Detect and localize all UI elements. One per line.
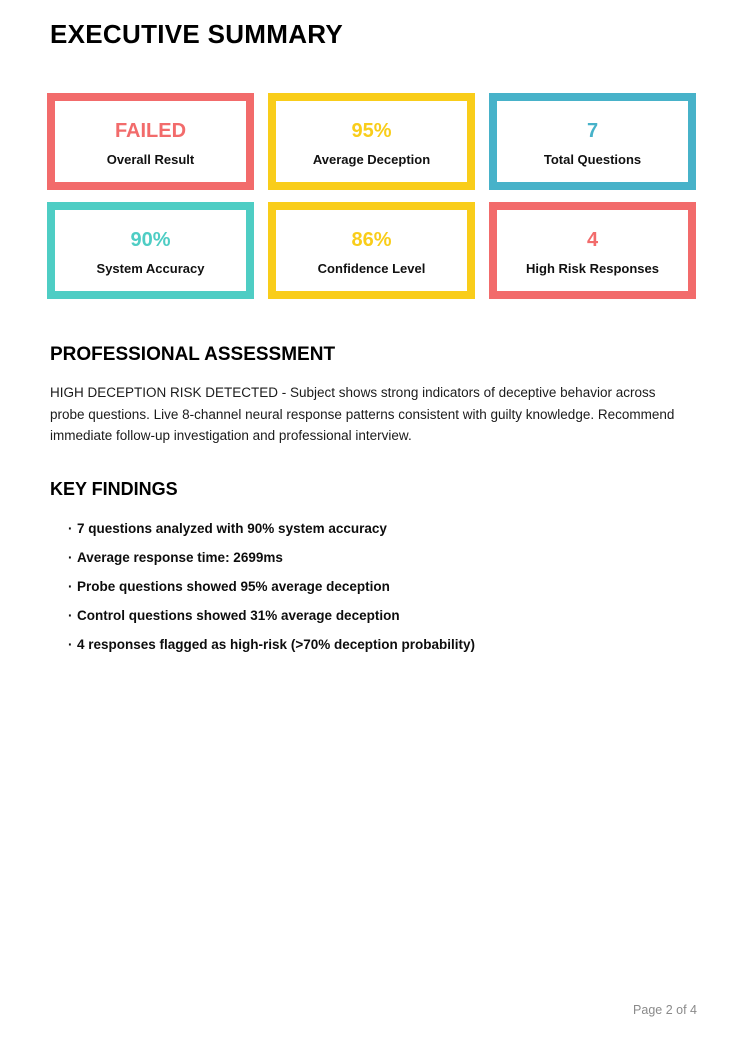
list-item xyxy=(50,551,693,565)
bullet-icon: · xyxy=(68,607,73,623)
stat-card-total-questions xyxy=(489,93,696,190)
stat-card-system-accuracy xyxy=(47,202,254,299)
finding-text: Average response time: 2699ms xyxy=(77,549,283,565)
assessment-paragraph: HIGH DECEPTION RISK DETECTED - Subject shows strong indicators of deceptive behavior across probe questions. Live 8-channel neural response patterns consistent with guilty knowledge. Recommend immediate follow-up investigation and professional interview. xyxy=(50,385,675,443)
finding-text: Control questions showed 31% average deception xyxy=(77,607,400,623)
stat-value: 86% xyxy=(351,229,392,251)
assessment-heading: PROFESSIONAL ASSESSMENT xyxy=(50,344,336,365)
stat-card-overall-result xyxy=(47,93,254,190)
stat-cards-grid xyxy=(47,93,696,299)
page-number: Page 2 of 4 xyxy=(633,1003,697,1017)
bullet-icon: · xyxy=(68,578,73,594)
bullet-icon: · xyxy=(68,520,73,536)
stat-value: FAILED xyxy=(114,120,187,142)
finding-text: 4 responses flagged as high-risk (>70% deception probability) xyxy=(77,636,475,652)
bullet-icon: · xyxy=(68,549,73,565)
page-title: EXECUTIVE SUMMARY xyxy=(50,19,344,49)
key-findings-heading: KEY FINDINGS xyxy=(50,478,178,499)
stat-value: 95% xyxy=(351,120,392,142)
list-item xyxy=(50,638,693,652)
stat-label: Average Deception xyxy=(312,152,431,167)
bullet-icon: · xyxy=(68,636,73,652)
stat-label: Confidence Level xyxy=(317,261,426,276)
stat-value: 7 xyxy=(586,120,599,142)
stat-value: 4 xyxy=(586,229,599,251)
stat-card-confidence-level xyxy=(268,202,475,299)
key-findings-list xyxy=(50,522,693,652)
list-item xyxy=(50,522,693,536)
stat-label: System Accuracy xyxy=(96,261,205,276)
list-item xyxy=(50,609,693,623)
list-item xyxy=(50,580,693,594)
stat-value: 90% xyxy=(130,229,171,251)
finding-text: 7 questions analyzed with 90% system accuracy xyxy=(77,520,387,536)
finding-text: Probe questions showed 95% average deception xyxy=(77,578,390,594)
stat-card-high-risk-responses xyxy=(489,202,696,299)
stat-label: Overall Result xyxy=(106,152,195,167)
stat-card-average-deception xyxy=(268,93,475,190)
stat-label: Total Questions xyxy=(543,152,642,167)
stat-label: High Risk Responses xyxy=(526,261,659,276)
